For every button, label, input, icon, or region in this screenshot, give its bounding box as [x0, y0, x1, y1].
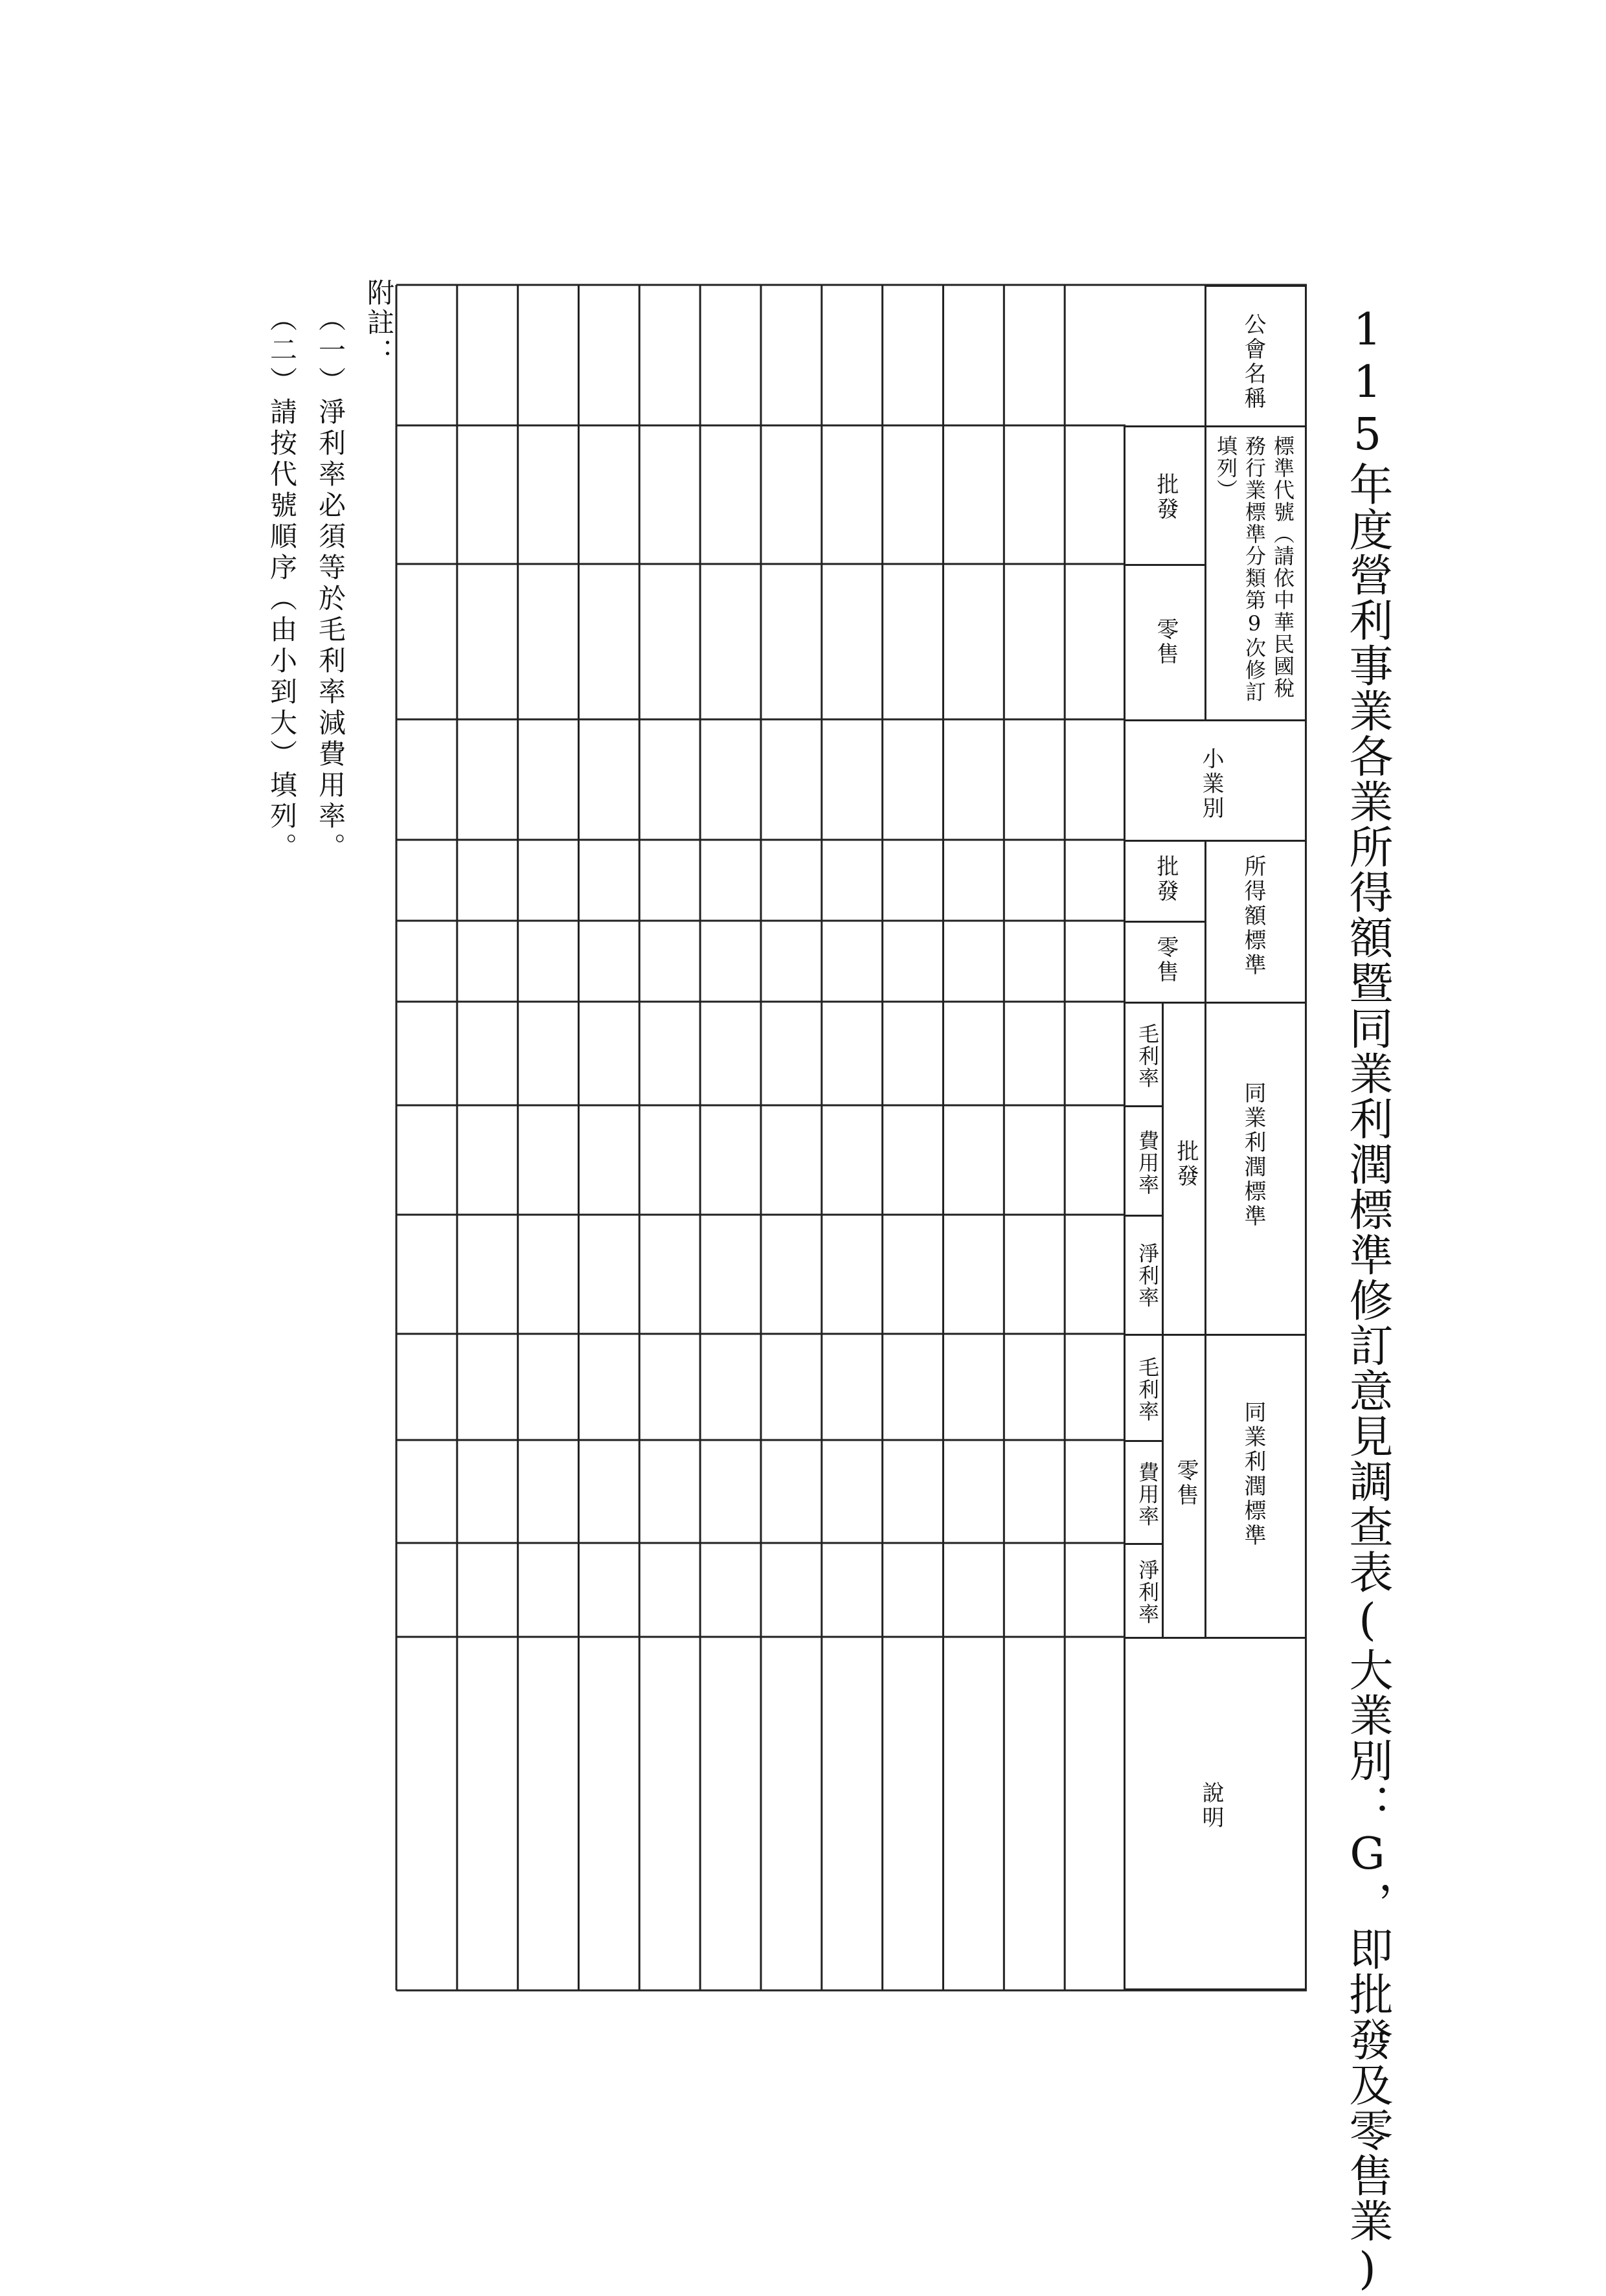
header-profit-retail: 零售 [1173, 1459, 1199, 1508]
header-code-retail-cell [1124, 564, 1206, 721]
note-item-2: （二）請按代號順序（由小到大）填列。 [266, 304, 298, 864]
header-profit-wholesale-cell [1162, 1002, 1206, 1336]
header-income-retail: 零售 [1153, 936, 1179, 985]
header-association-name-cell [1204, 285, 1307, 427]
note-item-1: （一）淨利率必須等於毛利率減費用率。 [315, 304, 346, 864]
header-sub-industry: 小業別 [1198, 747, 1224, 821]
header-expense-ratio-w-cell [1124, 1105, 1164, 1217]
header-income-wholesale: 批發 [1153, 855, 1179, 904]
header-code-wholesale-cell [1124, 425, 1206, 566]
header-profit-retail-cell [1162, 1334, 1206, 1639]
header-code-wholesale: 批發 [1153, 473, 1179, 522]
header-net-margin-r-cell [1124, 1543, 1164, 1639]
header-profit-wholesale-group: 同業利潤標準 [1240, 1081, 1266, 1229]
header-income-standard-cell [1204, 840, 1307, 1004]
header-remarks: 說明 [1198, 1781, 1224, 1830]
header-standard-code: 標準代號（請依中華民國稅務行業標準分類第9次修訂填列） [1214, 435, 1295, 703]
header-income-retail-cell [1124, 921, 1206, 1004]
header-income-wholesale-cell [1124, 840, 1206, 923]
header-gross-margin-w: 毛利率 [1135, 1023, 1160, 1089]
header-income-standard: 所得額標準 [1240, 855, 1266, 978]
header-profit-wholesale-group-cell [1204, 1002, 1307, 1336]
header-association-name: 公會名稱 [1240, 313, 1266, 411]
header-net-margin-r: 淨利率 [1135, 1559, 1160, 1625]
header-remarks-cell [1124, 1637, 1307, 1990]
document-title: 115年度營利事業各業所得額暨同業利潤標準修訂意見調查表(大業別：G，即批發及零售業) [1342, 304, 1393, 2296]
header-gross-margin-r-cell [1124, 1334, 1164, 1442]
header-profit-retail-group: 同業利潤標準 [1240, 1401, 1266, 1548]
header-net-margin-w: 淨利率 [1135, 1243, 1160, 1309]
header-standard-code-cell [1204, 425, 1307, 721]
notes-heading: 附註： [363, 278, 395, 368]
header-sub-industry-cell [1124, 719, 1307, 842]
header-gross-margin-w-cell [1124, 1002, 1164, 1107]
header-gross-margin-r: 毛利率 [1135, 1356, 1160, 1423]
header-code-retail: 零售 [1153, 618, 1179, 667]
header-expense-ratio-r: 費用率 [1135, 1461, 1160, 1527]
header-expense-ratio-w: 費用率 [1135, 1130, 1160, 1196]
header-profit-retail-group-cell [1204, 1334, 1307, 1639]
header-net-margin-w-cell [1124, 1215, 1164, 1336]
header-expense-ratio-r-cell [1124, 1440, 1164, 1545]
header-profit-wholesale: 批發 [1173, 1140, 1199, 1189]
